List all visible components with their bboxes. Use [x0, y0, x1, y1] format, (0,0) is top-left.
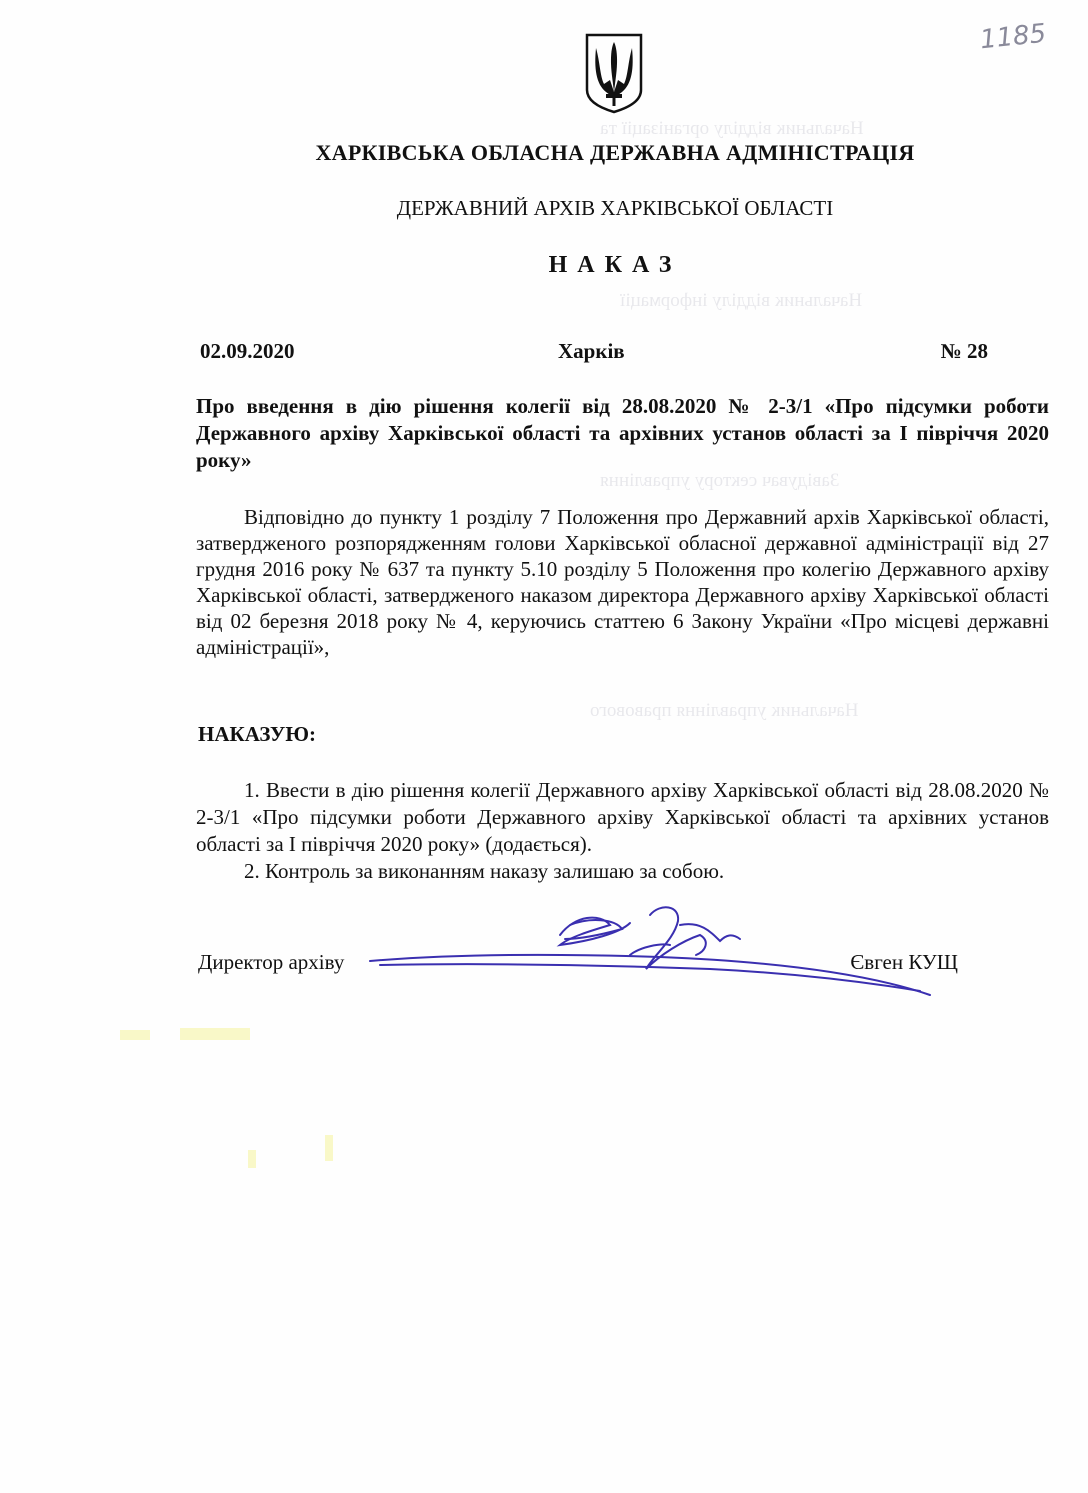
archive-sheet-number: 1185	[978, 18, 1048, 56]
order-item: 1. Ввести в дію рішення колегії Державного архіву Харківської області від 28.08.2020 № 2-3/1 «Про підсумки роботи Державного архіву Харківської області та архівних установ області за І півріччя 2020 року» (додається).	[196, 778, 1049, 856]
document-subject: Про введення в дію рішення колегії від 28.08.2020 № 2-3/1 «Про підсумки роботи Державного архіву Харківської області та архівних установ області за І півріччя 2020 року»	[196, 394, 1049, 472]
document-city: Харків	[558, 339, 625, 363]
order-item: 2. Контроль за виконанням наказу залишаю за собою.	[244, 859, 725, 883]
tryzub-emblem-icon	[584, 32, 644, 114]
order-items	[196, 777, 1049, 885]
marker-spot	[120, 1030, 150, 1040]
signatory-name: Євген КУЩ	[850, 950, 958, 974]
marker-spot	[325, 1135, 333, 1161]
bleed-through-text: Начальник відділу інформації	[620, 290, 863, 311]
bleed-through-text: Начальник управління правового	[590, 700, 859, 721]
signatory-role: Директор архіву	[198, 950, 345, 974]
bleed-through-text: Начальник відділу організації та	[600, 118, 864, 139]
bleed-through-text: Завідувач сектору управління	[600, 470, 840, 491]
document-number: № 28	[940, 339, 988, 363]
organization-title: ХАРКІВСЬКА ОБЛАСНА ДЕРЖАВНА АДМІНІСТРАЦІЯ	[315, 140, 915, 165]
marker-spot	[180, 1028, 250, 1040]
preamble-paragraph: Відповідно до пункту 1 розділу 7 Положення про Державний архів Харківської області, затвердженого розпорядженням голови Харківської обласної державної адміністрації від 27 грудня 2016 року № 637 та пункту 5.10 розділу 5 Положення про колегію Державного архіву Харківської області, затвердженого наказом директора Державного архіву Харківської області від 02 березня 2018 року № 4, керуючись статтею 6 Закону України «Про місцеві державні адміністрації»,	[196, 505, 1049, 659]
document-type: НАКАЗ	[548, 252, 682, 278]
marker-spot	[248, 1150, 256, 1168]
order-heading: НАКАЗУЮ:	[198, 722, 316, 746]
department-title: ДЕРЖАВНИЙ АРХІВ ХАРКІВСЬКОЇ ОБЛАСТІ	[396, 196, 834, 220]
document-date: 02.09.2020	[200, 339, 295, 363]
